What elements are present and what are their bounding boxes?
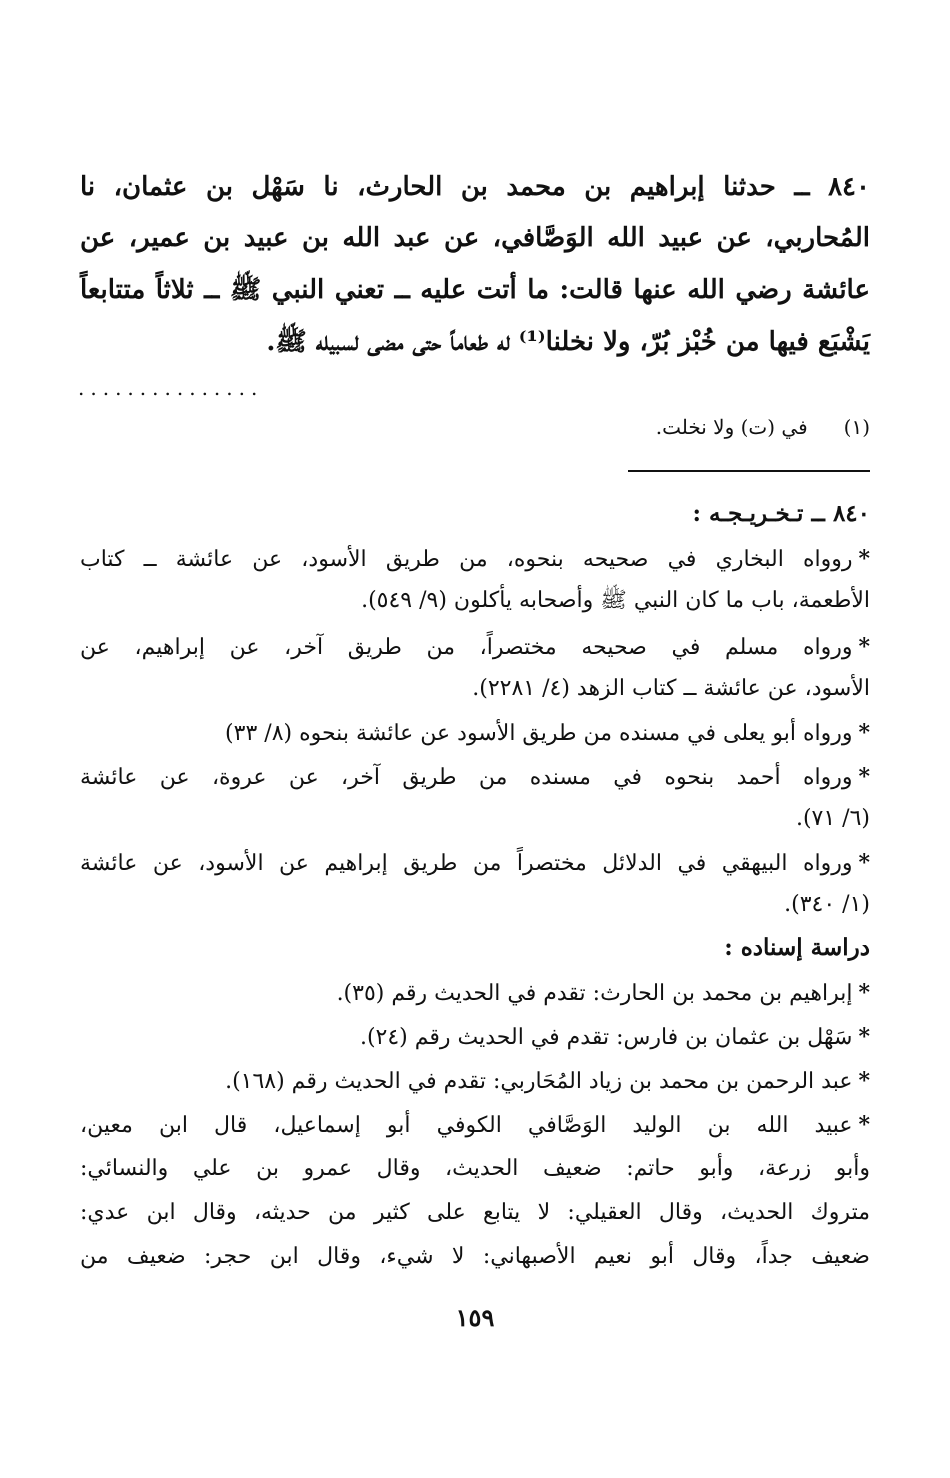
bullet-star: * [858,764,870,790]
page-number: ١٥٩ [455,1303,495,1332]
dirasa-line: *عبيد الله بن الوليد الوَصَّافي الكوفي أبو إسماعيل، قال ابن معين، [80,1104,870,1146]
footnote-number: (١) [843,415,870,439]
bullet-star: * [858,850,870,876]
bullet-star: * [858,1068,870,1094]
dirasa-line: *عبد الرحمن بن محمد بن زياد المُحَاربي: تقدم في الحديث رقم (١٦٨). [80,1060,870,1102]
takhrij-line: *ورواه أبو يعلى في مسنده من طريق الأسود عن عائشة بنحوه (٨/ ٣٣) [80,712,870,754]
footnote [80,410,870,444]
dirasa-line: *سَهْل بن عثمان بن فارس: تقدم في الحديث رقم (٢٤). [80,1016,870,1058]
takhrij-heading: ٨٤٠ ــ تـخـريـجـه : [692,500,870,527]
bullet-star: * [858,980,870,1006]
dirasa-line: ضعيف جداً، وقال أبو نعيم الأصبهاني: لا شيء، وقال ابن حجر: ضعيف من [80,1244,870,1269]
takhrij-line: *روواه البخاري في صحيحه بنحوه، من طريق الأسود، عن عائشة ــ كتاب [80,538,870,580]
hadith-line: ٨٤٠ ــ حدثنا إبراهيم بن محمد بن الحارث، نا سَهْل بن عثمان، نا [80,172,870,202]
bullet-star: * [858,720,870,746]
takhrij-line: (١/ ٣٤٠). [784,892,870,917]
bullet-star: * [858,1112,870,1138]
horizontal-rule [628,470,870,472]
bullet-star: * [858,634,870,660]
footnote-text: في (ت) ولا نخلت. [655,415,808,439]
hadith-line: عائشة رضي الله عنها قالت: ما أتت عليه ــ تعني النبي ﷺ ــ ثلاثاً متتابعاً [80,275,870,305]
dirasa-line: متروك الحديث، وقال العقيلي: لا يتابع على كثير من حديثه، وقال ابن عدي: [80,1200,870,1225]
hadith-line: يَشْبَع فيها من خُبْز بُرّ، ولا نخلنا⁽¹⁾ له طعاماً حتى مضى لسبيله ﷺ. [266,327,870,357]
takhrij-line: *ورواه مسلم في صحيحه مختصراً، من طريق آخر، عن إبراهيم، عن [80,626,870,668]
takhrij-line: الأسود، عن عائشة ــ كتاب الزهد (٤/ ٢٢٨١). [472,676,870,701]
dirasa-heading: دراسة إسناده : [724,934,870,961]
dirasa-line: وأبو زرعة، وأبو حاتم: ضعيف الحديث، وقال عمرو بن علي والنسائي: [80,1156,870,1181]
takhrij-line: *ورواه البيهقي في الدلائل مختصراً من طريق إبراهيم عن الأسود، عن عائشة [80,842,870,884]
dirasa-line: *إبراهيم بن محمد بن الحارث: تقدم في الحديث رقم (٣٥). [80,972,870,1014]
takhrij-line: *ورواه أحمد بنحوه في مسنده من طريق آخر، عن عروة، عن عائشة [80,756,870,798]
separator-dots: ............... [78,376,264,400]
takhrij-line: (٦/ ٧١). [795,806,870,831]
bullet-star: * [858,546,870,572]
takhrij-line: الأطعمة، باب ما كان النبي ﷺ وأصحابه يأكلون (٩/ ٥٤٩). [361,588,870,613]
hadith-line: المُحاربي، عن عبيد الله الوَصَّافي، عن عبد الله بن عبيد بن عمير، عن [80,223,870,253]
bullet-star: * [858,1024,870,1050]
